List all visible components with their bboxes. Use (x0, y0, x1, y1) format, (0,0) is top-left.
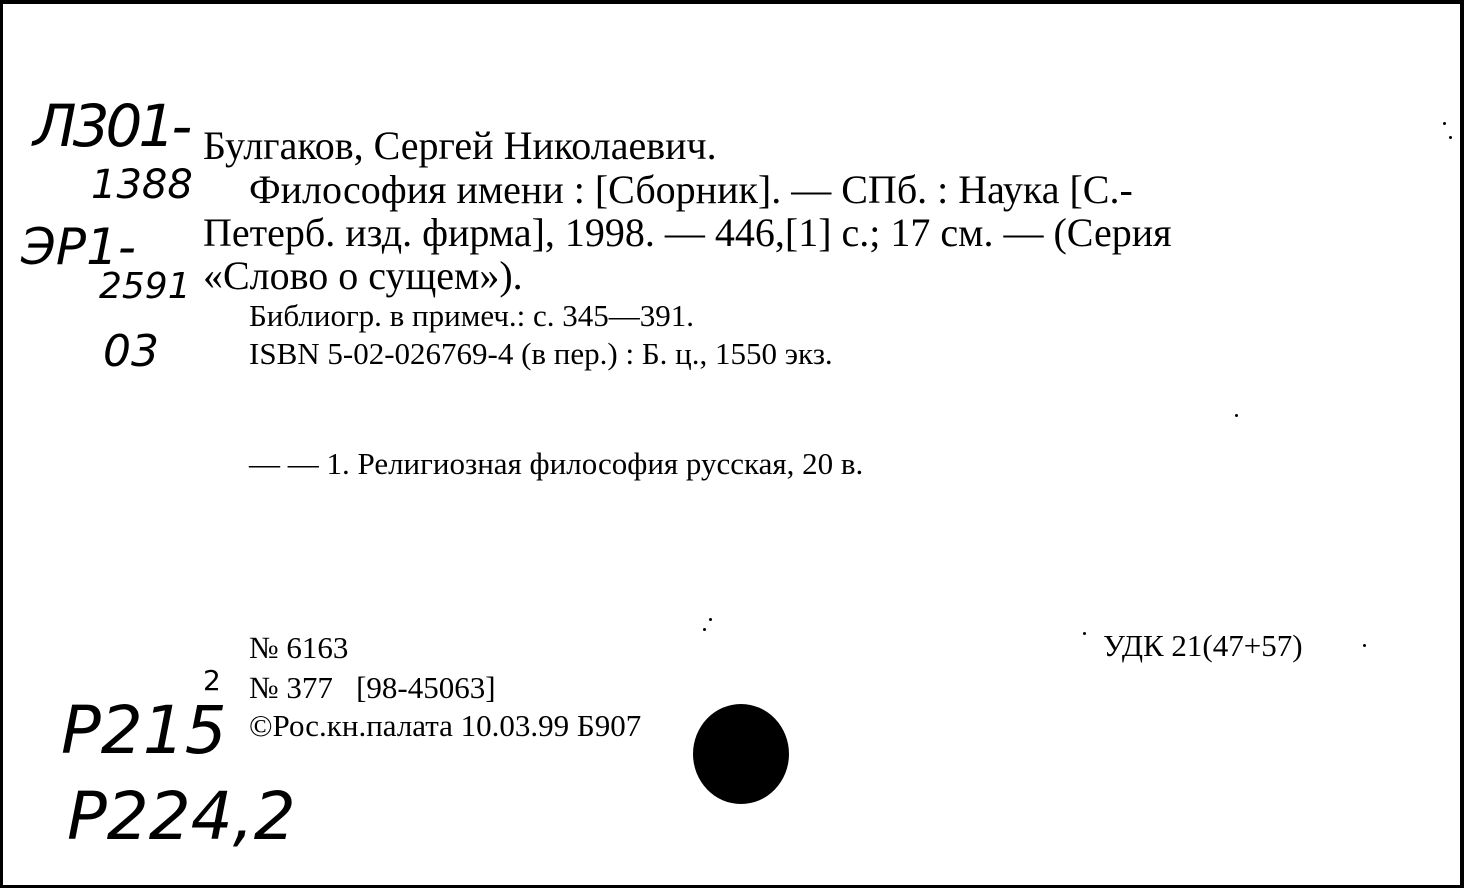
handwritten-call-number-5: 03 (103, 326, 159, 377)
title-line-2: Петерб. изд. фирма], 1998. — 446,[1] с.; 17 см. — (Серия (203, 210, 1172, 255)
bibliography-note: Библиогр. в примеч.: с. 345—391. (249, 298, 695, 333)
handwritten-call-number-4: 2591 (99, 266, 191, 307)
subject-heading: — — 1. Религиозная философия русская, 20 в. (249, 446, 864, 481)
scan-speck (1449, 136, 1452, 139)
handwritten-call-number-1: Л301- (33, 92, 189, 160)
card-number: № 6163 (249, 630, 349, 665)
scan-speck (703, 628, 706, 631)
title-line-1: Философия имени : [Сборник]. — СПб. : Наука [С.- (249, 167, 1133, 212)
scan-speck (1363, 644, 1366, 647)
punch-hole (693, 704, 789, 804)
handwritten-call-number-6: P215 (61, 692, 227, 769)
registration-number: № 377 [98-45063] (249, 670, 496, 705)
isbn-note: ISBN 5-02-026769-4 (в пер.) : Б. ц., 1550 экз. (249, 336, 833, 371)
scan-speck (709, 618, 712, 621)
scan-speck (1443, 122, 1446, 125)
scan-speck (1235, 414, 1238, 417)
scan-speck (1083, 632, 1086, 635)
author-heading: Булгаков, Сергей Николаевич. (203, 123, 717, 168)
handwritten-number-2: 2 (203, 664, 221, 697)
handwritten-call-number-7: P224,2 (67, 778, 296, 855)
handwritten-call-number-2: 1388 (91, 162, 193, 208)
handwritten-call-number-3: ЭР1- (21, 218, 136, 276)
udk-classification: УДК 21(47+57) (1103, 628, 1303, 663)
title-line-3: «Слово о сущем»). (203, 253, 523, 298)
copyright-line: ©Рос.кн.палата 10.03.99 Б907 (249, 708, 642, 743)
